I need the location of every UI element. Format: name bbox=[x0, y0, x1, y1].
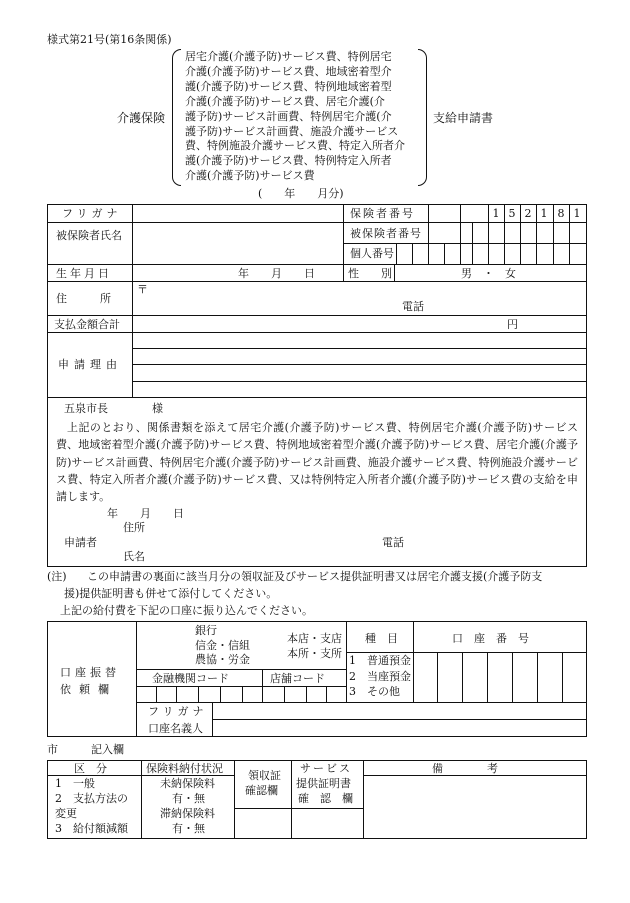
note-line-1: この申請書の裏面に該当月分の領収証及びサービス提供証明書又は居宅介護支援(介護予防支 bbox=[87, 570, 543, 583]
col-service-2: 提供証明書 bbox=[296, 777, 351, 790]
title-line: 居宅介護(介護予防)サービス費、特例居宅 bbox=[185, 50, 392, 63]
title-brace-left bbox=[172, 49, 181, 186]
insurer-digit: 1 bbox=[492, 207, 500, 220]
holder-furigana-label: フリガナ bbox=[148, 705, 208, 718]
col-service-1: サービス bbox=[300, 762, 352, 775]
title-line: 護予防)サービス計画費、施設介護サービス bbox=[185, 124, 399, 138]
title-line: 費、特例施設介護サービス費、特定入所者介 bbox=[185, 139, 405, 153]
decl-left-border bbox=[47, 397, 48, 566]
bank-code-label: 金融機関コード bbox=[152, 672, 229, 685]
address-input[interactable] bbox=[150, 283, 580, 313]
insurer-digit: 5 bbox=[508, 207, 516, 220]
postal-mark: 〒 bbox=[137, 283, 148, 296]
city-heading: 市 記入欄 bbox=[47, 743, 124, 756]
branch-type-option[interactable]: 本所・支所 bbox=[287, 647, 342, 660]
addressee: 五泉市長 様 bbox=[64, 402, 163, 415]
sex-label: 性 別 bbox=[348, 267, 392, 280]
bank-type-option[interactable]: 信金・信組 bbox=[195, 638, 250, 652]
period: ( 年 月分) bbox=[258, 187, 344, 200]
holder-label: 口座名義人 bbox=[148, 722, 203, 735]
transfer-label-2: 依頼欄 bbox=[60, 683, 117, 696]
category-item: 1 一般 bbox=[55, 777, 95, 790]
birthdate-label: 生年月日 bbox=[56, 267, 112, 280]
title-line: 介護(介護予防)サービス費、地域密着型介 bbox=[185, 64, 392, 78]
personal-number-label: 個人番号 bbox=[350, 247, 394, 260]
declaration-body: 上記のとおり、関係書類を添えて居宅介護(介護予防)サービス費、特例居宅介護(介護予防)サービス費、地域密着型介護(介護予防)サービス費、特例地域密着型介護(介護予防)サービス費、居宅介護(介護予防)サービス計画費、特例居宅介護(介護予防)サービス計画費、施設介護サービス費、特例施設介護サービス費、特定入所者介護(介護予防)サービス費、又は特例特定入所者介護(介護予防)サービス費の支給を申請します。 bbox=[56, 421, 578, 504]
col-remarks: 備 考 bbox=[432, 762, 498, 775]
birthdate-input[interactable] bbox=[135, 266, 340, 280]
transfer-intro: 上記の給付費を下記の口座に振り込んでください。 bbox=[60, 604, 313, 617]
applicant-phone-label: 電話 bbox=[382, 536, 404, 549]
title-brace-right bbox=[418, 49, 427, 186]
bank-type-option[interactable]: 銀行 bbox=[195, 624, 217, 637]
col-receipt-1: 領収証 bbox=[248, 769, 281, 782]
account-type-option[interactable]: 2 当座預金 bbox=[349, 669, 411, 683]
col-receipt-2: 確認欄 bbox=[245, 784, 278, 797]
category-item: 変更 bbox=[55, 807, 77, 820]
total-input[interactable] bbox=[135, 317, 500, 331]
form-number: 様式第21号(第16条関係) bbox=[47, 33, 172, 46]
insurer-digit: 1 bbox=[573, 207, 581, 220]
birthdate-placeholder: 年 月 日 bbox=[238, 267, 315, 280]
premium-1: 未納保険料 bbox=[160, 777, 215, 790]
branch-type-option[interactable]: 本店・支店 bbox=[287, 632, 342, 645]
reason-input[interactable] bbox=[135, 334, 583, 394]
premium-1-opt[interactable]: 有・無 bbox=[172, 792, 205, 805]
insured-number-label: 被保険者番号 bbox=[350, 227, 422, 240]
title-right: 支給申請書 bbox=[433, 111, 494, 125]
address-phone-label: 電話 bbox=[402, 300, 424, 313]
insurer-digit: 8 bbox=[557, 207, 565, 220]
address-label: 住 所 bbox=[56, 292, 111, 305]
personal-number-input[interactable] bbox=[398, 245, 585, 263]
premium-2-opt[interactable]: 有・無 bbox=[172, 822, 205, 835]
yen-label: 円 bbox=[507, 318, 518, 331]
furigana-label: フリガナ bbox=[62, 207, 122, 220]
title-line: 介護(介護予防)サービス費 bbox=[185, 169, 315, 183]
insured-name-label: 被保険者氏名 bbox=[56, 229, 122, 242]
insurer-digit: 1 bbox=[540, 207, 548, 220]
note-label: (注) bbox=[47, 570, 67, 583]
category-item: 2 支払方法の bbox=[55, 792, 128, 805]
applicant-label: 申請者 bbox=[64, 536, 97, 549]
furigana-input[interactable] bbox=[137, 206, 337, 220]
account-number-label: 口 座 番 号 bbox=[452, 632, 529, 645]
holder-input[interactable] bbox=[215, 721, 583, 734]
col-service-3: 確 認 欄 bbox=[298, 792, 353, 805]
account-type-option[interactable]: 3 その他 bbox=[349, 685, 400, 698]
decl-right-border bbox=[586, 397, 587, 566]
reason-label: 申請理由 bbox=[58, 358, 122, 371]
premium-2: 滞納保険料 bbox=[160, 807, 215, 820]
insurer-number-label: 保険者番号 bbox=[350, 207, 415, 220]
account-type-label: 種 目 bbox=[365, 632, 398, 645]
transfer-label-1: 口座振替 bbox=[60, 666, 120, 679]
bank-type-option[interactable]: 農協・労金 bbox=[195, 653, 250, 666]
col-premium: 保険料納付状況 bbox=[146, 762, 223, 775]
applicant-address-label: 住所 bbox=[123, 521, 145, 534]
category-item: 3 給付額減額 bbox=[55, 822, 128, 835]
holder-furigana-input[interactable] bbox=[215, 704, 583, 717]
insurer-digit: 2 bbox=[524, 207, 532, 220]
branch-code-label: 店舗コード bbox=[270, 672, 325, 685]
account-number-input[interactable] bbox=[415, 654, 585, 700]
title-left: 介護保険 bbox=[117, 111, 166, 125]
title-line: 介護(介護予防)サービス費、居宅介護(介 bbox=[185, 94, 385, 108]
total-label: 支払金額合計 bbox=[54, 318, 120, 331]
declaration-date: 年 月 日 bbox=[107, 507, 184, 520]
applicant-name-label: 氏名 bbox=[123, 550, 145, 563]
title-line: 護(介護予防)サービス費、特例地域密着型 bbox=[185, 79, 392, 93]
decl-bottom-border bbox=[47, 566, 587, 567]
title-line: 護(介護予防)サービス費、特例特定入所者 bbox=[185, 154, 392, 168]
account-type-option[interactable]: 1 普通預金 bbox=[349, 654, 411, 667]
col-category: 区 分 bbox=[74, 762, 107, 775]
sex-options[interactable]: 男 ・ 女 bbox=[461, 267, 516, 280]
title-line: 護予防)サービス計画費、特例居宅介護(介 bbox=[185, 109, 392, 123]
insured-name-input[interactable] bbox=[137, 225, 337, 261]
insured-number-input[interactable] bbox=[430, 224, 585, 242]
note-line-2: 援)提供証明書も併せて添付してください。 bbox=[64, 587, 278, 600]
